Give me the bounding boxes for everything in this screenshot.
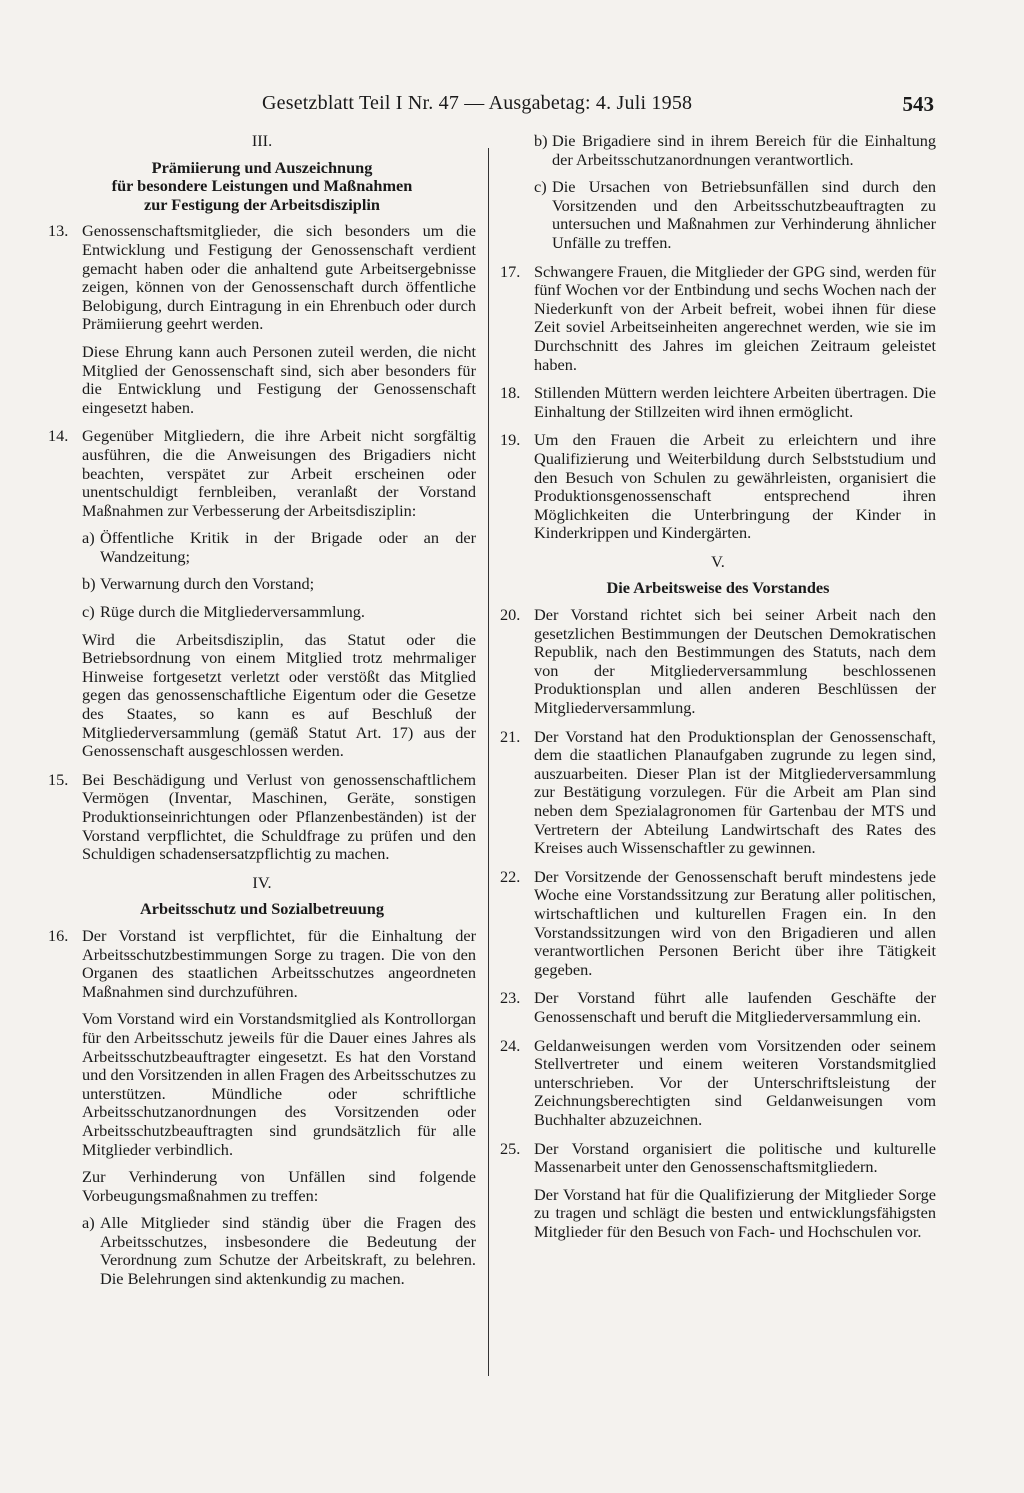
paragraph-number: 15. [48,769,69,789]
list-item [82,1214,476,1288]
paragraph-22 [500,868,936,980]
left-column [48,132,476,1298]
section-title [48,159,476,215]
section-title-line: Prämiierung und Auszeichnung [151,157,373,177]
list-item [82,529,476,566]
list-item-text: Öffentliche Kritik in der Brigade oder an der Wandzeitung; [100,528,476,566]
paragraph-continuation: Der Vorstand hat für die Qualifizierung der Mitglieder Sorge zu tragen und schlägt die besten und entwicklungsfähigsten Mitglieder für den Besuch von Fach- und Hochschulen vor. [534,1184,936,1241]
section-title: Arbeitsschutz und Sozialbetreuung [140,899,384,919]
list-item-label: b) [82,574,96,594]
gazette-title: Gesetzblatt Teil I Nr. 47 — Ausgabetag: 4. Juli 1958 [262,92,693,114]
paragraph-18 [500,384,936,421]
paragraph-number: 19. [500,430,521,450]
list-item-text: Rüge durch die Mitgliederversammlung. [100,602,365,622]
paragraph-23 [500,989,936,1026]
paragraph-text: Der Vorstand richtet sich bei seiner Arbeit nach den gesetzlichen Bestimmungen der Deutschen Demokratischen Republik, nach den Bestimmungen des Statuts, nach dem von der Mitgliederversammlung beschlossenen Produktionsplan und allen anderen Beschlüssen der Mitgliederversammlung. [534,605,936,718]
paragraph-number: 22. [500,866,521,886]
section-numeral: IV. [252,872,272,892]
paragraph-number: 16. [48,925,69,945]
paragraph-number: 25. [500,1138,521,1158]
paragraph-24 [500,1037,936,1130]
paragraph-text: Der Vorstand organisiert die politische und kulturelle Massenarbeit unter den Genossenschaftsmitgliedern. [534,1138,936,1177]
paragraph-number: 23. [500,988,521,1008]
paragraph-16 [48,927,476,1001]
right-column [500,132,936,1250]
section-title-line: für besondere Leistungen und Maßnahmen [111,176,413,196]
paragraph-number: 17. [500,261,521,281]
paragraph-17 [500,263,936,375]
paragraph-text: Der Vorstand ist verpflichtet, für die Einhaltung der Arbeitsschutzbestimmungen Sorge zu tragen. Die von den Organen des staatlichen Arbeitsschutzes angeordneten Maßnahmen sind durchzuführen. [82,925,476,1001]
paragraph-number: 14. [48,426,69,446]
list-item-label: c) [534,177,547,197]
paragraph-text: Genossenschaftsmitglieder, die sich besonders um die Entwicklung und Festigung der Genossenschaft verdient gemacht haben oder die anhaltend gute Arbeitsergebnisse zeigen, können von der Genossenschaft durch öffentliche Belobigung, durch Eintragung in ein Ehrenbuch oder durch Prämiierung geehrt werden. [82,221,476,334]
paragraph-continuation: Vom Vorstand wird ein Vorstandsmitglied als Kontrollorgan für den Arbeitsschutz jeweils für die Dauer eines Jahres als Arbeitsschutzbeauftragter eingesetzt. Es hat den Vorstand und den Vorsitzenden in allen Fragen des Arbeitsschutzes zu unterstützen. Mündliche oder schriftliche Arbeitsschutzanordnungen des Vorsitzenden oder Arbeitsschutzbeauftragten sind grundsätzlich für alle Mitglieder verbindlich. [82,1009,476,1159]
paragraph-continuation: Wird die Arbeitsdisziplin, das Statut oder die Betriebsordnung von einem Mitglied trotz mehrmaliger Hinweise fortgesetzt verletzt oder verstößt das Mitglied gegen das genossenschaftliche Eigentum oder die Gesetze des Staates, so kann es auf Beschluß der Mitgliederversammlung (gemäß Statut Art. 17) aus der Genossenschaft ausgeschlossen werden. [82,629,476,761]
paragraph-text: Schwangere Frauen, die Mitglieder der GPG sind, werden für fünf Wochen vor der Entbindung und sechs Wochen nach der Niederkunft von der Arbeit befreit, wobei ihnen für diese Zeit soviel Arbeitseinheiten angerechnet werden, wie sie im Durchschnitt des Jahres im gleichen Zeitraum geleistet haben. [534,261,936,374]
paragraph-19 [500,431,936,543]
list-item [82,575,476,594]
section-title-line: zur Festigung der Arbeitsdisziplin [144,194,380,214]
page-header [0,92,1024,122]
paragraph-text: Geldanweisungen werden vom Vorsitzenden oder seinem Stellvertreter und einem weiteren Vorstandsmitglied unterschrieben. Vor der Unterschriftsleistung der Zeichnungsberechtigten sind Geldanweisungen vom Buchhalter abzuzeichnen. [534,1035,936,1129]
paragraph-text: Bei Beschädigung und Verlust von genossenschaftlichem Vermögen (Inventar, Maschinen, Geräte, sonstigen Produktionseinrichtungen oder Pflanzenbeständen) ist der Vorstand verpflichtet, die Schuldfrage zu prüfen und den Schuldigen schadensersatzpflichtig zu machen. [82,769,476,864]
list-item-text: Verwarnung durch den Vorstand; [100,574,315,594]
paragraph-text: Der Vorsitzende der Genossenschaft beruft mindestens jede Woche eine Vorstandssitzung zur Beratung aller politischen, wirtschaftlichen und kulturellen Fragen ein. In den Vorstandssitzungen wird von den Brigadieren und allen verantwortlichen Personen Bericht über ihre Tätigkeit gegeben. [534,866,936,979]
paragraph-continuation: Zur Verhinderung von Unfällen sind folgende Vorbeugungsmaßnahmen zu treffen: [82,1167,476,1205]
paragraph-number: 24. [500,1035,521,1055]
section-numeral: III. [251,131,273,150]
paragraph-25 [500,1140,936,1177]
paragraph-continuation: Diese Ehrung kann auch Personen zuteil werden, die nicht Mitglied der Genossenschaft sind, sich aber besonders für die Entwicklung und Festigung der Genossenschaft eingesetzt haben. [82,341,476,417]
paragraph-number: 21. [500,726,521,746]
column-divider [488,148,489,1376]
paragraph-21 [500,728,936,858]
list-item-text: Die Brigadiere sind in ihrem Bereich für die Einhaltung der Arbeitsschutzanordnungen verantwortlich. [552,131,936,169]
paragraph-14 [48,427,476,520]
list-item [534,178,936,252]
paragraph-text: Gegenüber Mitgliedern, die ihre Arbeit nicht sorgfältig ausführen, die die Anweisungen des Brigadiers nicht beachten, verspätet zur Arbeit erscheinen oder unentschuldigt fernbleiben, veranlaßt der Vorstand Maßnahmen zur Verbesserung der Arbeitsdisziplin: [82,426,476,520]
paragraph-13 [48,222,476,334]
list-item-text: Alle Mitglieder sind ständig über die Fragen des Arbeitsschutzes, insbesondere die Bedeutung der Verordnung zum Schutze der Arbeitskraft, zu belehren. Die Belehrungen sind aktenkundig zu machen. [100,1213,476,1289]
paragraph-number: 13. [48,221,69,241]
paragraph-20 [500,606,936,718]
list-item-label: a) [82,1213,95,1233]
list-item-label: c) [82,602,95,622]
list-item [534,132,936,169]
list-item [82,603,476,622]
paragraph-text: Um den Frauen die Arbeit zu erleichtern und ihre Qualifizierung und Weiterbildung durch Selbststudium und den Besuch von Schulen zu gewährleisten, organisiert die Produktionsgenossenschaft entsprechend ihren Möglichkeiten die Unterbringung der Kinder in Kinderkrippen und Kindergärten. [534,430,936,543]
list-item-label: a) [82,528,95,548]
paragraph-number: 18. [500,383,521,403]
page-number: 543 [902,92,934,116]
paragraph-number: 20. [500,605,521,625]
list-item-text: Die Ursachen von Betriebsunfällen sind durch den Vorsitzenden und den Arbeitsschutzbeauftragten zu untersuchen und Maßnahmen zur Verhinderung ähnlicher Unfälle zu treffen. [552,177,936,252]
section-numeral: V. [711,551,725,571]
paragraph-15 [48,771,476,864]
paragraph-text: Stillenden Müttern werden leichtere Arbeiten übertragen. Die Einhaltung der Stillzeiten wird ihnen ermöglicht. [534,383,936,421]
paragraph-text: Der Vorstand führt alle laufenden Geschäfte der Genossenschaft und beruft die Mitgliederversammlung ein. [534,988,936,1026]
list-item-label: b) [534,131,548,150]
section-title: Die Arbeitsweise des Vorstandes [606,578,830,598]
paragraph-text: Der Vorstand hat den Produktionsplan der Genossenschaft, dem die staatlichen Planaufgaben zugrunde zu legen sind, auszuarbeiten. Dieser Plan ist der Mitgliederversammlung zur Bestätigung vorzulegen. Für die Arbeit am Plan sind neben dem Spezialagronomen für Gartenbau der MTS und Vertretern der Abteilung Landwirtschaft des Rates des Kreises auch Wissenschaftler zu gewinnen. [534,726,936,858]
